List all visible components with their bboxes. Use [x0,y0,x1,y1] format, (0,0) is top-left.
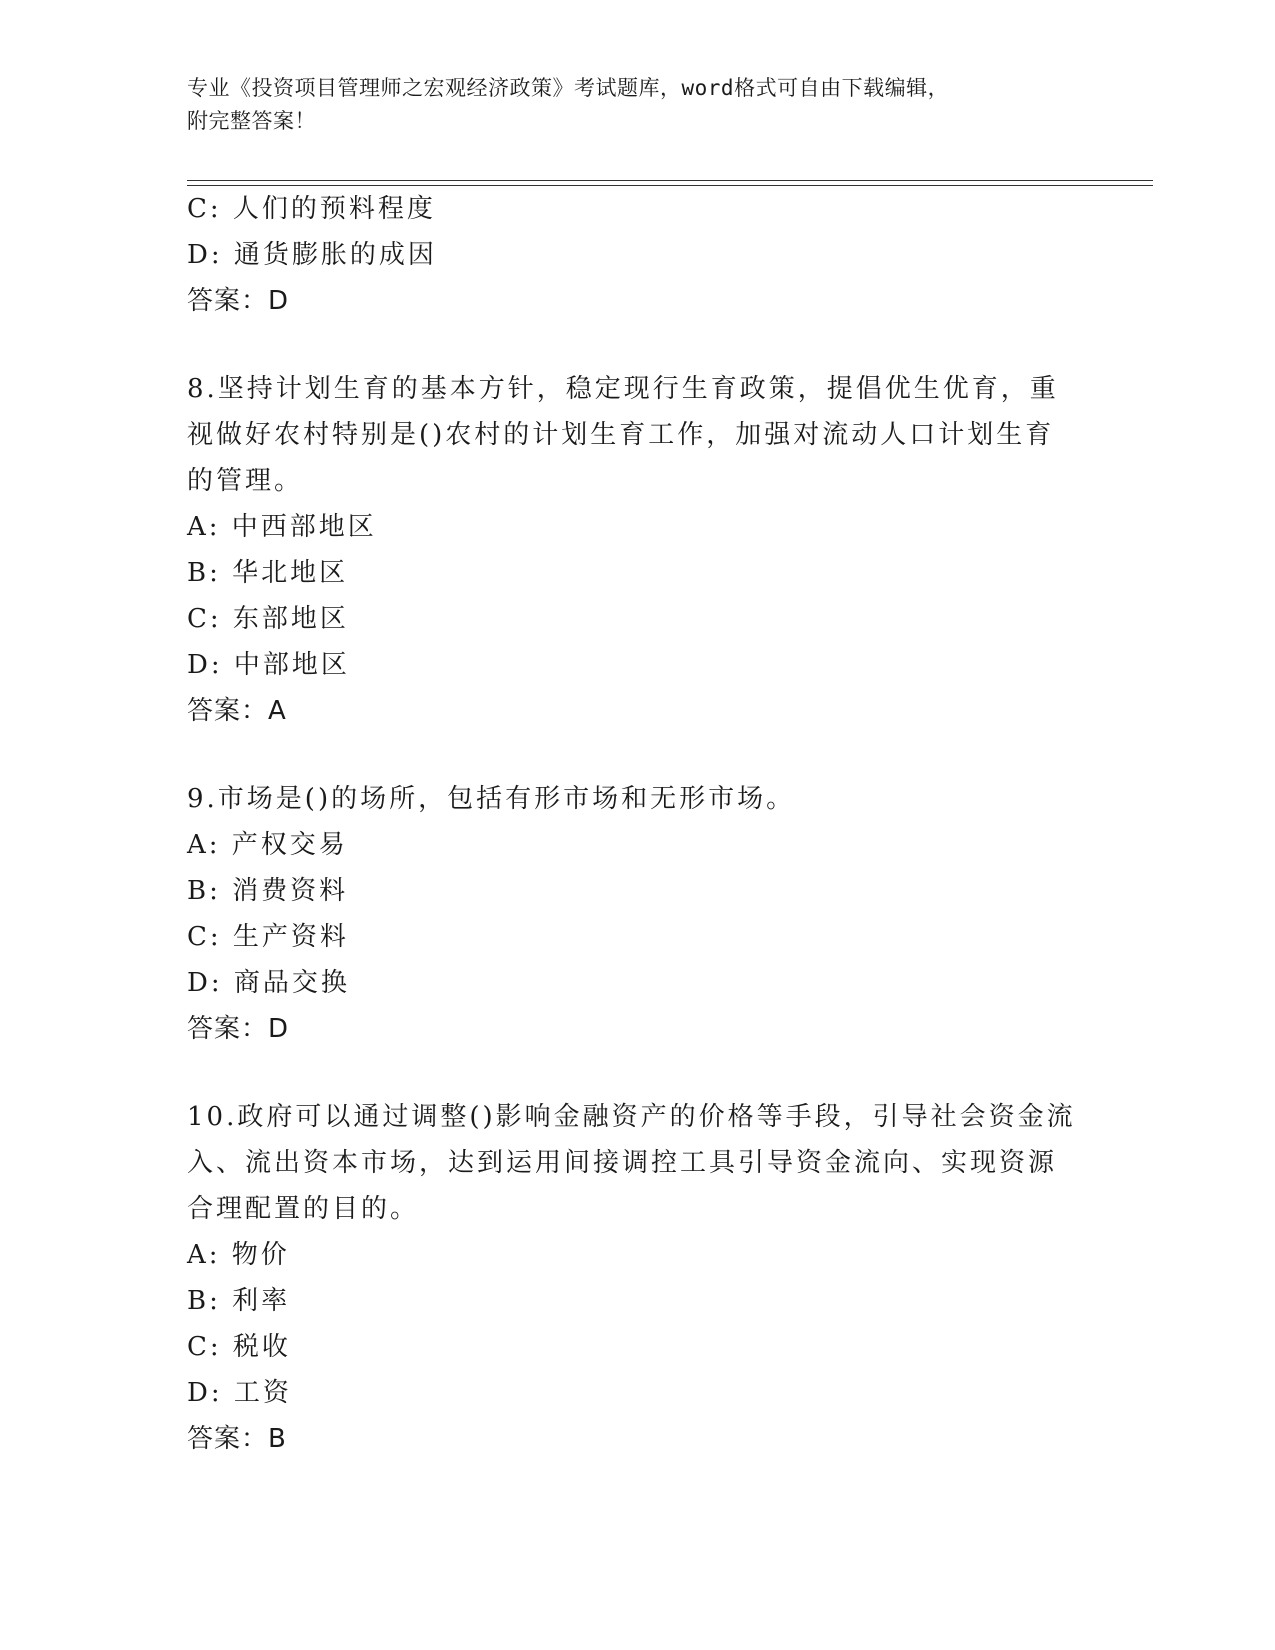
option-c: C: 东部地区 [187,604,349,634]
option-d: D: 商品交换 [187,968,350,998]
question-9 [187,776,1087,1052]
header-line-1: 专业《投资项目管理师之宏观经济政策》考试题库，word格式可自由下载编辑， [187,76,950,100]
option-b: B: 华北地区 [187,558,349,588]
question-text-line: 的管理。 [187,466,304,496]
question-text-line: 视做好农村特别是()农村的计划生育工作，加强对流动人口计划生育 [187,420,1055,450]
option-d: D: 工资 [187,1378,292,1408]
option-c: C: 人们的预料程度 [187,194,436,224]
document-header [187,72,1067,138]
question-text-line: 入、流出资本市场，达到运用间接调控工具引导资金流向、实现资源 [187,1148,1058,1178]
question-text-line: 8.坚持计划生育的基本方针，稳定现行生育政策，提倡优生优育，重 [187,374,1059,404]
option-b: B: 消费资料 [187,876,349,906]
option-a: A: 中西部地区 [187,512,377,542]
option-a: A: 产权交易 [187,830,348,860]
answer: 答案：D [187,1014,290,1044]
question-text-line: 10.政府可以通过调整()影响金融资产的价格等手段，引导社会资金流 [187,1102,1076,1132]
option-a: A: 物价 [187,1240,290,1270]
question-text-line: 9.市场是()的场所，包括有形市场和无形市场。 [187,784,796,814]
question-list [187,186,1087,1462]
question-text-line: 合理配置的目的。 [187,1194,420,1224]
prev-question-tail [187,186,1087,324]
question-10 [187,1094,1087,1462]
header-line-2: 附完整答案！ [187,109,316,133]
header-divider-top [187,180,1153,181]
option-b: B: 利率 [187,1286,291,1316]
option-d: D: 通货膨胀的成因 [187,240,437,270]
option-c: C: 税收 [187,1332,291,1362]
option-c: C: 生产资料 [187,922,349,952]
question-8 [187,366,1087,734]
answer: 答案：D [187,286,290,316]
answer: 答案：A [187,696,287,726]
option-d: D: 中部地区 [187,650,350,680]
answer: 答案：B [187,1424,287,1454]
